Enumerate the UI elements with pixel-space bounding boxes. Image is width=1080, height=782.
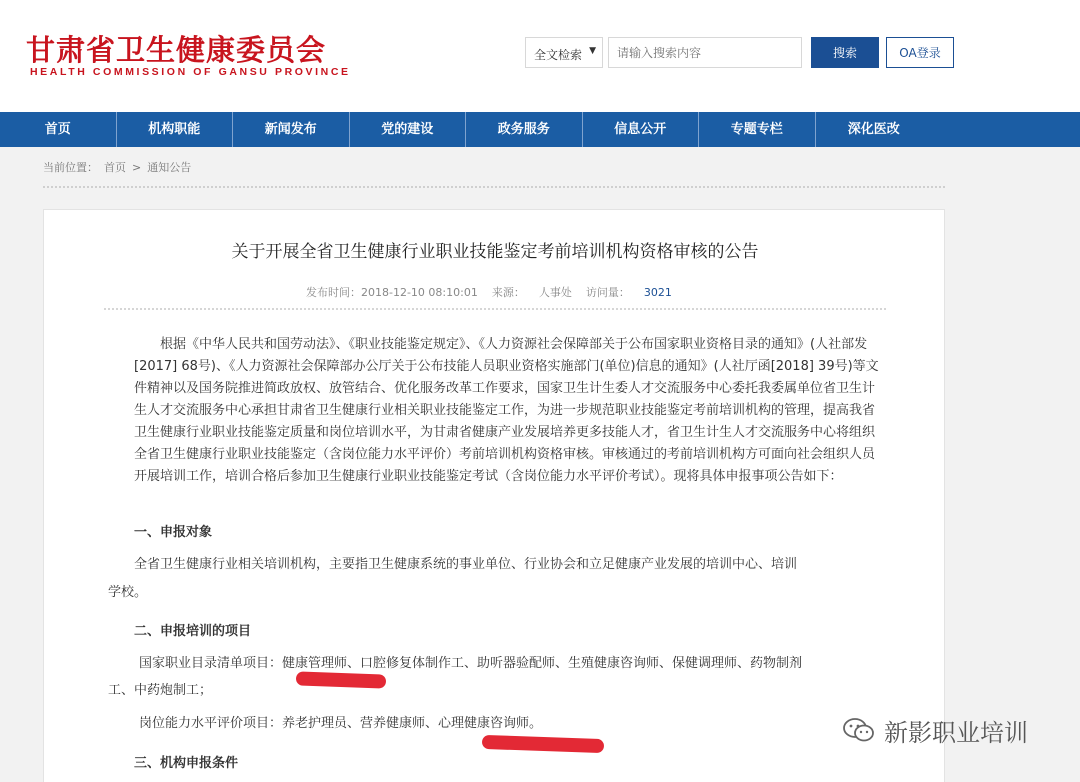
site-logo-cn[interactable]: 甘肃省卫生健康委员会 <box>26 33 327 67</box>
breadcrumb <box>43 159 197 175</box>
oa-login-button[interactable]: OA登录 <box>886 37 954 68</box>
search-button[interactable]: 搜索 <box>811 37 879 68</box>
nav-item-reform[interactable]: 深化医改 <box>847 122 900 137</box>
section1-text-line1: 全省卫生健康行业相关培训机构，主要指卫生健康系统的事业单位、行业协会和立足健康产业发展的培训中心、培训 <box>134 557 798 572</box>
nav-item-disclosure[interactable]: 信息公开 <box>583 112 700 147</box>
search-scope-select[interactable] <box>525 37 603 68</box>
nav-item-topics[interactable]: 专题专栏 <box>699 112 816 147</box>
nav-item-home[interactable]: 首页 <box>0 112 117 147</box>
section2-text-line2: 工、中药炮制工； <box>108 683 213 698</box>
breadcrumb-divider <box>43 186 945 188</box>
source-label: 来源： <box>491 286 525 299</box>
search-input[interactable] <box>608 37 802 68</box>
nav-item-party[interactable]: 党的建设 <box>350 112 467 147</box>
wechat-icon <box>842 717 876 743</box>
site-header <box>0 0 1080 112</box>
article-title: 关于开展全省卫生健康行业职业技能鉴定考前培训机构资格审核的公告 <box>231 242 759 262</box>
publish-time-label: 发布时间： <box>306 286 361 299</box>
nav-item-news[interactable]: 新闻发布 <box>233 112 350 147</box>
section3-heading: 三、机构申报条件 <box>134 756 239 771</box>
views-count: 3021 <box>643 286 672 299</box>
section1-text-line2: 学校。 <box>108 585 148 600</box>
nav-item-services[interactable]: 政务服务 <box>466 112 583 147</box>
section2-text-line1: 国家职业目录清单项目：健康管理师、口腔修复体制作工、助听器验配师、生殖健康咨询师、保健调理师、药物制剂 <box>139 656 803 671</box>
views-label: 访问量： <box>585 286 630 299</box>
breadcrumb-home[interactable]: 首页 <box>104 161 126 174</box>
article-meta <box>306 284 672 300</box>
breadcrumb-current[interactable]: 通知公告 <box>147 161 192 174</box>
chevron-down-icon: ▼ <box>589 46 596 56</box>
section2-text-line3: 岗位能力水平评价项目：养老护理员、营养健康师、心理健康咨询师。 <box>139 716 543 731</box>
breadcrumb-label: 当前位置： <box>43 161 98 174</box>
main-nav <box>0 112 1080 147</box>
intro-paragraph: 根据《中华人民共和国劳动法》、《职业技能鉴定规定》、《人力资源社会保障部关于公布国家职业资格目录的通知》(人社部发[2017] 68号)、《人力资源社会保障部办公厅关于公布技能人员职业资格实施部门(单位)信息的通知》(人社厅函[2018] 39号)等文件精神以及国务院推进简政放权、放管结合、优化服务改革工作要求，国家卫生计生委人才交流服务中心委托我委属单位省卫生计生人才交流服务中心承担甘肃省卫生健康行业相关职业技能鉴定工作，为进一步规范职业技能鉴定考前培训机构的管理，提高我省卫生健康行业职业技能鉴定质量和岗位培训水平，为甘肃省健康产业发展培养更多技能人才，省卫生计生人才交流服务中心将组织全省卫生健康行业职业技能鉴定（含岗位能力水平评价）考前培训机构资格审核。审核通过的考前培训机构方可面向社会组织人员开展培训工作，培训合格后参加卫生健康行业职业技能鉴定考试（含岗位能力水平评价考试）。现将具体申报事项公告如下： <box>134 337 879 484</box>
publish-time: 2018-12-10 08:10:01 <box>361 286 478 299</box>
nav-item-functions[interactable]: 机构职能 <box>117 112 234 147</box>
watermark-text: 新影职业培训 <box>884 719 1028 747</box>
article-panel <box>43 209 945 782</box>
meta-divider <box>104 308 886 310</box>
section2-heading: 二、申报培训的项目 <box>134 624 252 639</box>
section1-heading: 一、申报对象 <box>134 525 213 540</box>
breadcrumb-separator: > <box>132 161 142 174</box>
article-intro <box>134 334 884 488</box>
search-scope-label: 全文检索 <box>534 48 583 62</box>
source-value: 人事处 <box>538 286 572 299</box>
site-logo-en: HEALTH COMMISSION OF GANSU PROVINCE <box>30 66 351 78</box>
